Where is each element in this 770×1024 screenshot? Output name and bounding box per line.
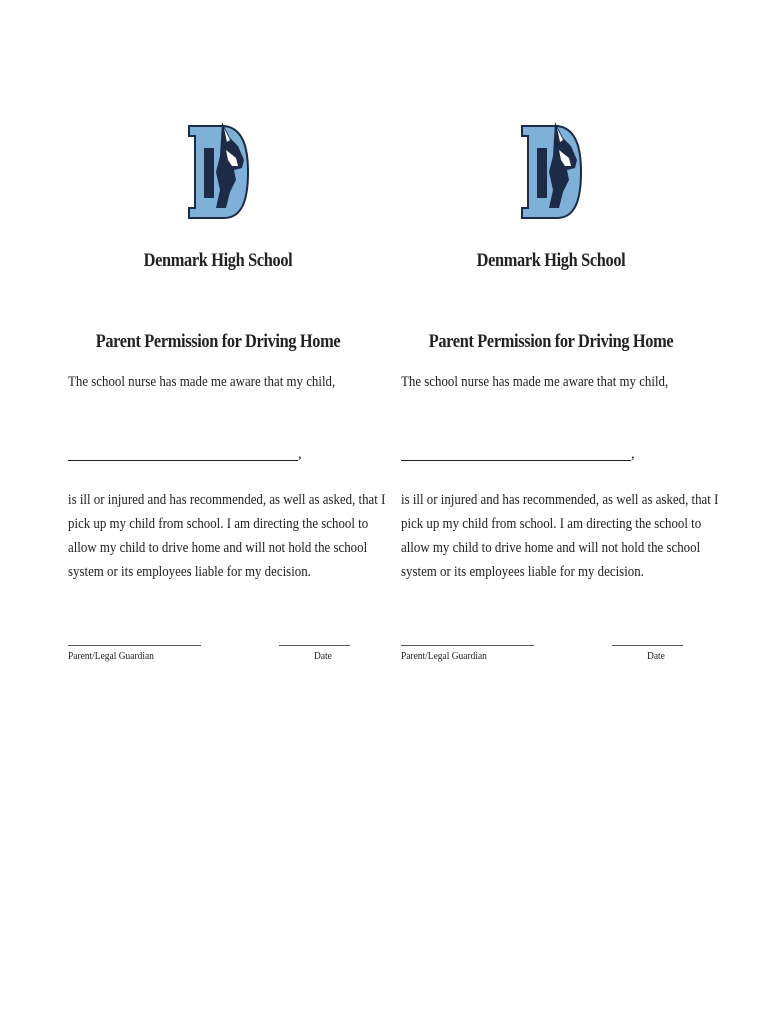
- form-title: Parent Permission for Driving Home: [428, 331, 674, 352]
- date-label: Date: [314, 650, 332, 662]
- intro-text: The school nurse has made me aware that my child,: [401, 374, 669, 390]
- intro-text: The school nurse has made me aware that my child,: [68, 374, 336, 390]
- permission-form-left: [68, 0, 386, 700]
- body-line: is ill or injured and has recommended, as well as asked, that I: [68, 492, 386, 508]
- body-line: allow my child to drive home and will not hold the school: [401, 540, 701, 556]
- signature-label: Parent/Legal Guardian: [68, 650, 154, 662]
- body-line: system or its employees liable for my decision.: [68, 564, 311, 580]
- child-name-line[interactable]: [401, 448, 631, 461]
- body-line: system or its employees liable for my decision.: [401, 564, 644, 580]
- body-line: is ill or injured and has recommended, as well as asked, that I: [401, 492, 719, 508]
- great-dane-d-logo-icon: [519, 120, 583, 224]
- date-label: Date: [647, 650, 665, 662]
- signature-line[interactable]: [68, 645, 201, 646]
- signature-line[interactable]: [401, 645, 534, 646]
- child-name-comma: ,: [631, 446, 635, 462]
- permission-body-text: [401, 488, 719, 584]
- body-line: pick up my child from school. I am directing the school to: [68, 516, 369, 532]
- school-name: Denmark High School: [476, 250, 626, 271]
- form-title: Parent Permission for Driving Home: [95, 331, 341, 352]
- child-name-line[interactable]: [68, 448, 298, 461]
- permission-body-text: [68, 488, 386, 584]
- date-line[interactable]: [612, 645, 683, 646]
- great-dane-d-logo-icon: [186, 120, 250, 224]
- signature-label: Parent/Legal Guardian: [401, 650, 487, 662]
- date-line[interactable]: [279, 645, 350, 646]
- child-name-comma: ,: [298, 446, 302, 462]
- permission-form-right: [401, 0, 719, 700]
- body-line: pick up my child from school. I am directing the school to: [401, 516, 702, 532]
- body-line: allow my child to drive home and will not hold the school: [68, 540, 368, 556]
- school-name: Denmark High School: [143, 250, 293, 271]
